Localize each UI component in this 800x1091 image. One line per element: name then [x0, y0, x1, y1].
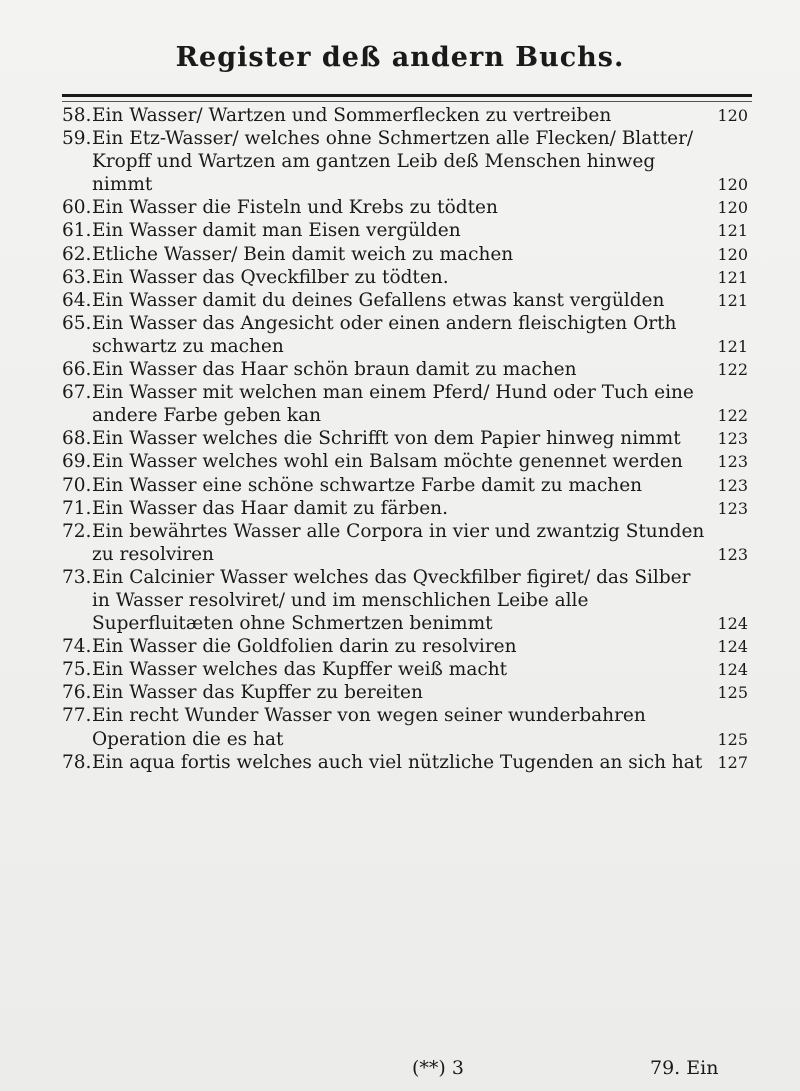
entry-page-number: 123: [717, 452, 748, 472]
entry-text: Ein Wasser das Kupffer zu bereiten: [92, 682, 423, 704]
entry-page-number: 123: [717, 498, 748, 518]
index-entry: [62, 243, 762, 266]
entry-text: Ein Wasser damit man Eisen vergülden: [92, 220, 461, 242]
entry-page-number: 124: [717, 660, 748, 680]
entry-number: 62.: [62, 243, 92, 265]
entry-text: Ein Wasser mit welchen man einem Pferd/ Hund oder Tuch eine andere Farbe geben kan: [92, 382, 694, 427]
index-entry: [62, 681, 762, 704]
index-entry: [62, 196, 762, 219]
entry-number: 76.: [62, 682, 92, 704]
entry-page-number: 120: [717, 175, 748, 195]
entry-text: Ein Wasser das Haar damit zu färben.: [92, 497, 448, 519]
index-entry: [62, 658, 762, 681]
entry-page-number: 121: [717, 336, 748, 356]
entry-page-number: 121: [717, 267, 748, 287]
index-entry: [62, 474, 762, 497]
entry-text: Etliche Wasser/ Bein damit weich zu machen: [92, 243, 514, 265]
entry-number: 66.: [62, 359, 92, 381]
entry-number: 58.: [62, 105, 92, 126]
index-entry: [62, 635, 762, 658]
entry-text: Ein bewährtes Wasser alle Corpora in vier und zwantzig Stunden zu resolviren: [92, 520, 705, 565]
entry-text: Ein Wasser welches die Schrifft von dem Papier hinweg nimmt: [92, 428, 681, 450]
entry-number: 65.: [62, 312, 92, 334]
index-entry: [62, 266, 762, 289]
entry-page-number: 123: [717, 544, 748, 564]
signature-mark: (**) 3: [412, 1057, 464, 1079]
entry-number: 74.: [62, 636, 92, 658]
index-entry: [62, 497, 762, 520]
entry-page-number: 123: [717, 429, 748, 449]
entry-number: 61.: [62, 220, 92, 242]
entry-page-number: 125: [717, 683, 748, 703]
entry-page-number: 120: [717, 106, 748, 125]
index-entry: [62, 358, 762, 381]
entry-page-number: 121: [717, 290, 748, 310]
entry-text: Ein Wasser die Fisteln und Krebs zu tödten: [92, 197, 498, 219]
entry-number: 68.: [62, 428, 92, 450]
index-entries: [62, 104, 762, 774]
entry-page-number: 120: [717, 244, 748, 264]
entry-text: Ein Wasser damit du deines Gefallens etwas kanst vergülden: [92, 289, 665, 311]
entry-number: 77.: [62, 705, 92, 727]
entry-number: 70.: [62, 474, 92, 496]
entry-text: Ein Etz-Wasser/ welches ohne Schmertzen alle Flecken/ Blatter/ Kropff und Wartzen am gantzen Leib deß Menschen hinweg nimmt: [92, 128, 694, 196]
index-entry: [62, 704, 762, 750]
entry-page-number: 124: [717, 614, 748, 634]
entry-number: 78.: [62, 751, 92, 773]
page-footer: [0, 1057, 800, 1087]
entry-page-number: 124: [717, 637, 748, 657]
entry-number: 63.: [62, 266, 92, 288]
catchword: 79. Ein: [650, 1057, 719, 1079]
entry-page-number: 123: [717, 475, 748, 495]
entry-number: 69.: [62, 451, 92, 473]
index-entry: [62, 289, 762, 312]
entry-page-number: 127: [717, 752, 748, 772]
entry-text: Ein Wasser/ Wartzen und Sommerflecken zu vertreiben: [92, 105, 612, 126]
entry-text: Ein Calcinier Wasser welches das Qveckfilber figiret/ das Silber in Wasser resolviret/ und im menschlichen Leibe alle Superfluitæten ohne Schmertzen benimmt: [92, 566, 691, 635]
entry-number: 71.: [62, 497, 92, 519]
index-entry: [62, 312, 762, 358]
entry-number: 60.: [62, 197, 92, 219]
entry-number: 72.: [62, 520, 92, 542]
entry-page-number: 121: [717, 221, 748, 241]
index-entry: [62, 520, 762, 566]
entry-text: Ein Wasser das Angesicht oder einen andern fleischigten Orth schwartz zu machen: [92, 312, 677, 357]
entry-text: Ein recht Wunder Wasser von wegen seiner wunderbahren Operation die es hat: [92, 705, 646, 750]
entry-page-number: 122: [717, 360, 748, 380]
entry-number: 67.: [62, 382, 92, 404]
entry-page-number: 122: [717, 406, 748, 426]
entry-text: Ein Wasser welches wohl ein Balsam möchte genennet werden: [92, 451, 683, 473]
entry-text: Ein Wasser eine schöne schwartze Farbe damit zu machen: [92, 474, 643, 496]
index-entry: [62, 566, 762, 635]
entry-number: 73.: [62, 566, 92, 588]
header-rule: [62, 94, 752, 102]
index-entry: [62, 127, 762, 196]
index-entry: [62, 450, 762, 473]
index-entry: [62, 104, 762, 127]
index-entry: [62, 427, 762, 450]
running-head: Register deß andern Buchs.: [175, 42, 625, 73]
entry-text: Ein Wasser die Goldfolien darin zu resolviren: [92, 636, 517, 658]
entry-text: Ein Wasser das Haar schön braun damit zu machen: [92, 359, 577, 381]
entry-text: Ein aqua fortis welches auch viel nützliche Tugenden an sich hat: [92, 751, 703, 773]
index-entry: [62, 751, 762, 774]
index-entry: [62, 381, 762, 427]
entry-number: 59.: [62, 128, 92, 150]
entry-text: Ein Wasser welches das Kupffer weiß macht: [92, 659, 508, 681]
index-entry: [62, 219, 762, 242]
entry-number: 75.: [62, 659, 92, 681]
entry-number: 64.: [62, 289, 92, 311]
entry-page-number: 120: [717, 198, 748, 218]
entry-text: Ein Wasser das Qveckfilber zu tödten.: [92, 266, 449, 288]
entry-page-number: 125: [717, 729, 748, 749]
